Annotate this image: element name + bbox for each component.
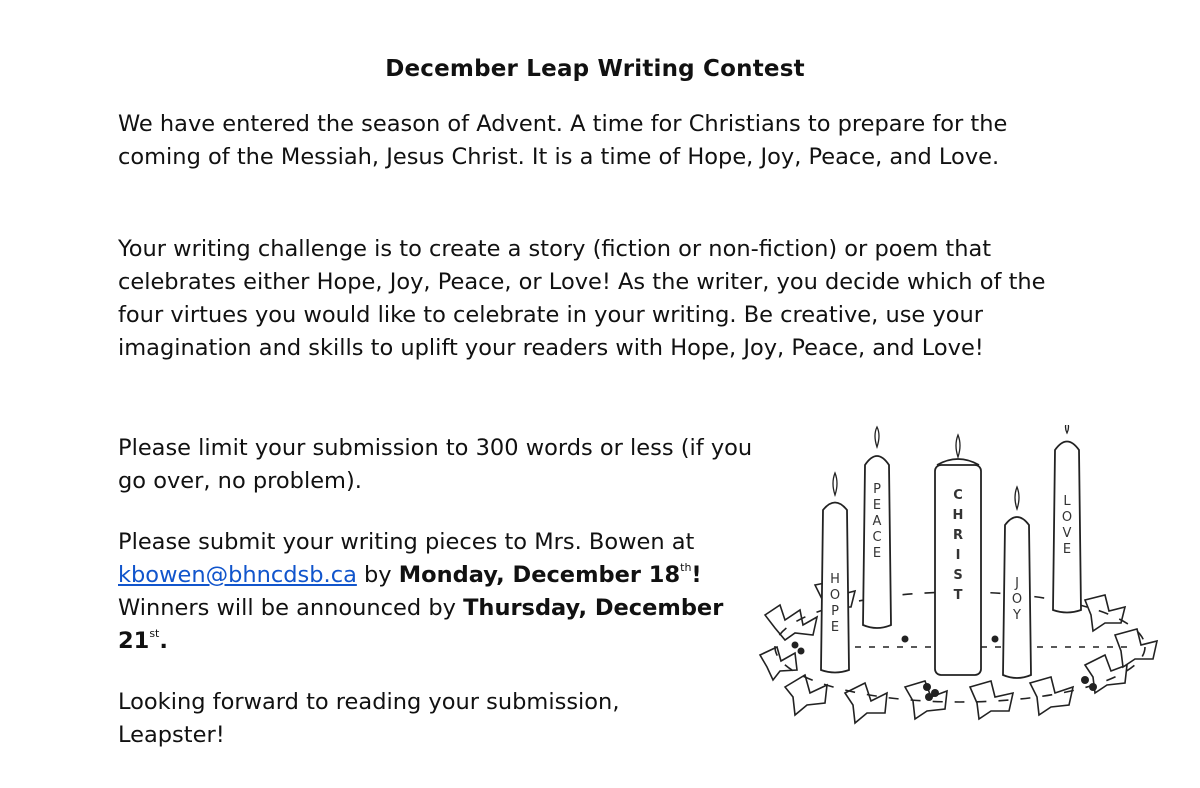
svg-text:E: E — [1062, 542, 1072, 557]
announcement-date-text: Thursday, December 21 — [118, 595, 724, 654]
page-title: December Leap Writing Contest — [385, 56, 805, 82]
svg-text:S: S — [953, 568, 963, 583]
svg-text:P: P — [831, 604, 839, 619]
submission-paragraph — [118, 526, 758, 658]
intro-paragraph: We have entered the season of Advent. A time for Christians to prepare for the coming of the Messiah, Jesus Christ. It is a time of Hope, Joy, Peace, and Love. — [118, 111, 1008, 170]
svg-text:C: C — [872, 530, 882, 545]
challenge-paragraph: Your writing challenge is to create a story (fiction or non-fiction) or poem that celebrates either Hope, Joy, Peace, or Love! As the writer, you decide which of the four virtues you would like to celebrate in your writing. Be creative, use your imagination and skills to uplift your readers with Hope, Joy, Peace, and Love! — [118, 236, 1046, 361]
announcement-date-punct: . — [159, 628, 168, 654]
svg-text:E: E — [872, 498, 882, 513]
svg-text:I: I — [955, 548, 961, 563]
email-link[interactable]: kbowen@bhncdsb.ca — [118, 562, 357, 588]
submission-text-c: Winners will be announced by — [118, 595, 464, 621]
deadline-date-text: Monday, December 18 — [398, 562, 681, 588]
svg-text:A: A — [872, 514, 882, 529]
svg-text:O: O — [1011, 592, 1023, 607]
word-limit-paragraph: Please limit your submission to 300 words or less (if you go over, no problem). — [118, 435, 753, 494]
svg-text:J: J — [1015, 576, 1019, 591]
signature: Leapster! — [118, 722, 225, 748]
svg-text:R: R — [952, 528, 964, 543]
closing-line: Looking forward to reading your submission, — [118, 689, 620, 715]
svg-text:O: O — [829, 588, 841, 603]
svg-text:L: L — [1063, 494, 1071, 509]
deadline-date-punct: ! — [691, 562, 702, 588]
svg-text:H: H — [952, 508, 964, 523]
svg-text:E: E — [872, 546, 882, 561]
svg-text:T: T — [953, 588, 963, 603]
closing-paragraph — [118, 686, 758, 752]
advent-wreath-illustration — [755, 425, 1165, 745]
svg-text:V: V — [1062, 526, 1072, 541]
submission-text-b: by — [356, 562, 399, 588]
svg-text:E: E — [830, 620, 840, 635]
svg-text:O: O — [1061, 510, 1073, 525]
submission-text-a: Please submit your writing pieces to Mrs. Bowen at — [118, 529, 695, 555]
announcement-date-suffix: st — [149, 627, 160, 640]
deadline-date — [399, 562, 702, 588]
svg-text:P: P — [873, 482, 881, 497]
svg-text:Y: Y — [1013, 608, 1021, 623]
deadline-date-suffix: th — [680, 561, 692, 574]
svg-text:C: C — [953, 488, 963, 503]
svg-text:H: H — [830, 572, 840, 587]
